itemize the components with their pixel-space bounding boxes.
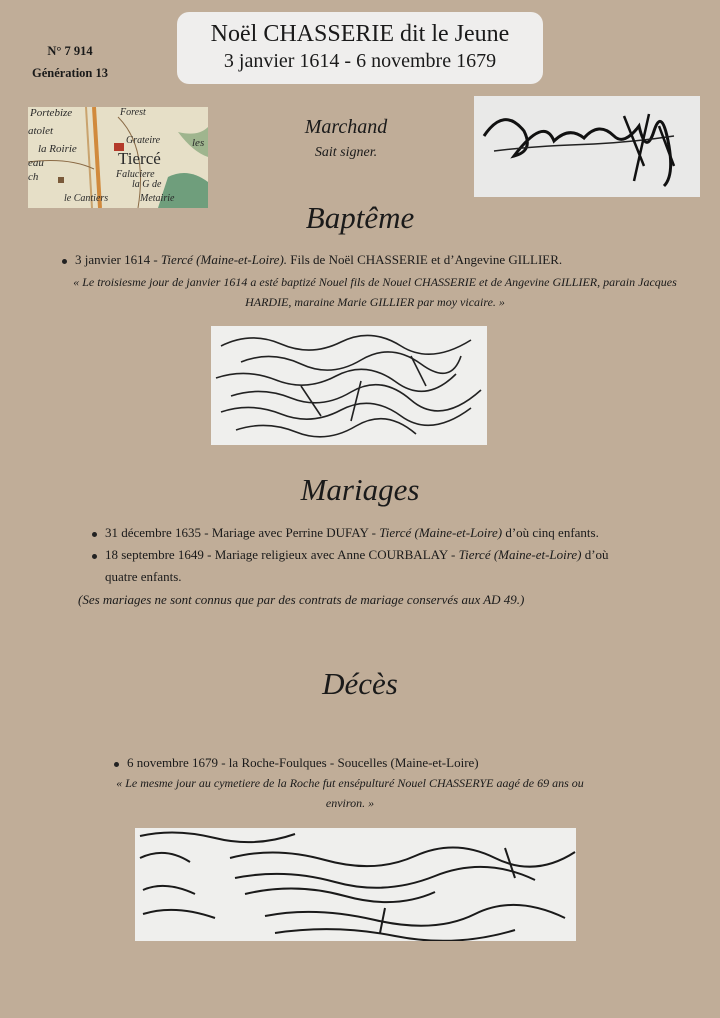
mariage-item [92,544,692,566]
quote-line: HARDIE, maraine Marie GILLIER par moy vicaire. » [245,295,505,309]
bapteme-place: Tiercé (Maine-et-Loire). [160,252,288,267]
map-label: les [192,137,205,149]
bapteme-date: 3 janvier 1614 - [75,252,161,267]
map-label: Grateire [126,135,161,146]
signature-image [474,96,700,197]
bullet-icon [62,259,67,264]
map-image [28,107,208,208]
bapteme-quote [40,272,710,312]
map-label: Portebize [30,107,73,119]
generation-label: Génération 13 [31,66,109,80]
section-heading-bapteme: Baptême [305,200,415,235]
mariage-place: Tiercé (Maine-et-Loire) [458,547,582,562]
mariage-item-continuation: quatre enfants. [105,569,182,584]
map-label: le Cantiers [64,193,109,204]
bullet-icon [92,554,97,559]
map-label: Forest [120,107,146,118]
map-label: Faluciere [116,169,155,180]
record-number: N° 7 914 [47,44,93,58]
bapteme-item [62,249,562,271]
mariage-text: 31 décembre 1635 - Mariage avec Perrine DUFAY - [105,525,380,540]
section-heading-mariages: Mariages [300,472,420,507]
bapteme-text: Fils de Noël CHASSERIE et d’Angevine GILLIER. [287,252,563,267]
mariage-item [92,522,692,544]
bapteme-register-image [211,326,487,445]
mariage-text: 18 septembre 1649 - Mariage religieux avec Anne COURBALAY - [105,547,459,562]
map-label: la Roirie [38,143,77,155]
person-name: Noël CHASSERIE dit le Jeune [210,21,510,47]
life-dates: 3 janvier 1614 - 6 novembre 1679 [223,50,497,72]
quote-line: environ. » [325,796,375,810]
mariage-place: Tiercé (Maine-et-Loire) [379,525,503,540]
deces-register-image [135,828,576,941]
bullet-icon [92,532,97,537]
map-label: eau [28,157,44,169]
map-label: ch [28,171,39,183]
quote-line: « Le troisiesme jour de janvier 1614 a esté baptizé Nouel fils de Nouel CHASSERIE et de Angevine GILLIER, parain Jacques [73,275,677,289]
occupation-note: Sait signer. [314,145,378,160]
map-label: Tiercé [118,149,161,168]
record-number-block [0,40,140,84]
map-label: atolet [28,125,54,137]
deces-text: 6 novembre 1679 - la Roche-Foulques - Soucelles (Maine-et-Loire) [127,755,479,770]
occupation-title: Marchand [304,116,388,138]
mariage-text: d’où [581,547,609,562]
deces-item [114,752,479,774]
bullet-icon [114,762,119,767]
mariages-note: (Ses mariages ne sont connus que par des contrats de mariage conservés aux AD 49.) [78,592,525,607]
mariage-text: d’où cinq enfants. [502,525,599,540]
deces-quote [90,773,610,813]
section-heading-deces: Décès [322,666,398,701]
occupation-block [246,112,446,164]
quote-line: « Le mesme jour au cymetiere de la Roche fut ensépulturé Nouel CHASSERYE aagé de 69 ans ou [116,776,584,790]
map-label: la G de [132,179,162,190]
title-box [177,12,543,84]
map-label: Metairie [140,193,175,204]
